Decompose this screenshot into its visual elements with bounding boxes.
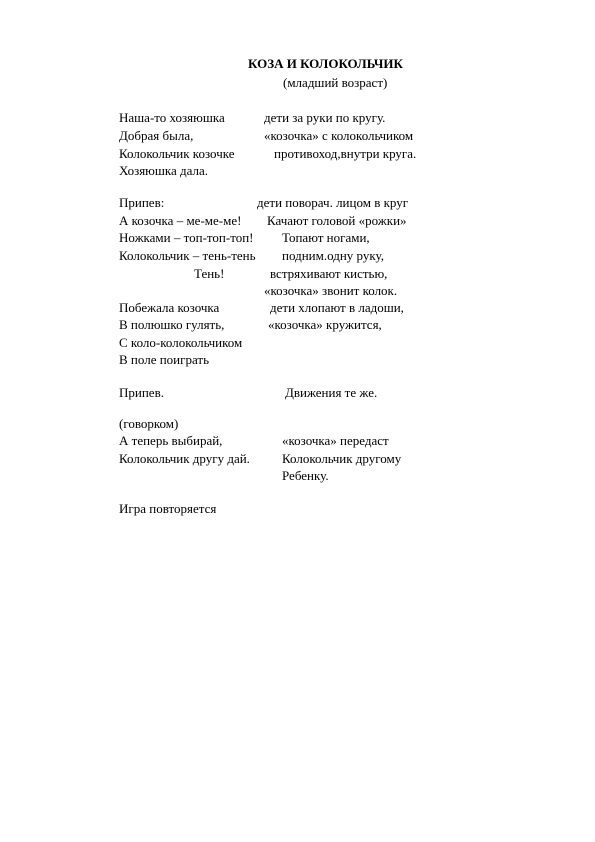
action-line: «козочка» звонит колок. xyxy=(264,283,398,298)
action-line: Ребенку. xyxy=(282,468,329,483)
action-line: Топают ногами, xyxy=(282,230,370,245)
verse-line: Хозяюшка дала. xyxy=(119,163,209,178)
verse-line: Добрая была, xyxy=(119,128,194,143)
verse-line: Припев. xyxy=(119,385,164,400)
verse-line: В поле поиграть xyxy=(119,352,210,367)
action-line: дети за руки по кругу. xyxy=(264,110,386,125)
verse-line: Побежала козочка xyxy=(119,300,220,315)
verse-line: Наша-то хозяюшка xyxy=(119,110,225,125)
action-line: «козочка» передаст xyxy=(282,433,389,448)
verse-line: Колокольчик – тень-тень xyxy=(119,248,256,263)
closing-line: Игра повторяется xyxy=(119,501,217,516)
action-line: «козочка» с колокольчиком xyxy=(264,128,414,143)
verse-line: Припев: xyxy=(119,195,165,210)
action-line: дети хлопают в ладоши, xyxy=(270,300,404,315)
verse-line: (говорком) xyxy=(119,416,179,431)
action-line: Качают головой «рожки» xyxy=(267,213,407,228)
action-line: противоход,внутри круга. xyxy=(274,146,417,161)
verse-line: А теперь выбирай, xyxy=(119,433,223,448)
verse-line: А козочка – ме-ме-ме! xyxy=(119,213,242,228)
action-line: «козочка» кружится, xyxy=(268,317,382,332)
verse-line: Колокольчик козочке xyxy=(119,146,235,161)
verse-line: Колокольчик другу дай. xyxy=(119,451,250,466)
action-line: Колокольчик другому xyxy=(282,451,402,466)
document-title: КОЗА И КОЛОКОЛЬЧИК xyxy=(248,56,403,71)
action-line: встряхивают кистью, xyxy=(270,266,388,281)
verse-line: С коло-колокольчиком xyxy=(119,335,243,350)
document-subtitle: (младший возраст) xyxy=(283,75,388,90)
action-line: дети поворач. лицом в круг xyxy=(257,195,409,210)
verse-line: Ножками – топ-топ-топ! xyxy=(119,230,254,245)
action-line: подним.одну руку, xyxy=(282,248,384,263)
action-line: Движения те же. xyxy=(285,385,378,400)
verse-line: В полюшко гулять, xyxy=(119,317,225,332)
verse-line: Тень! xyxy=(194,266,225,281)
